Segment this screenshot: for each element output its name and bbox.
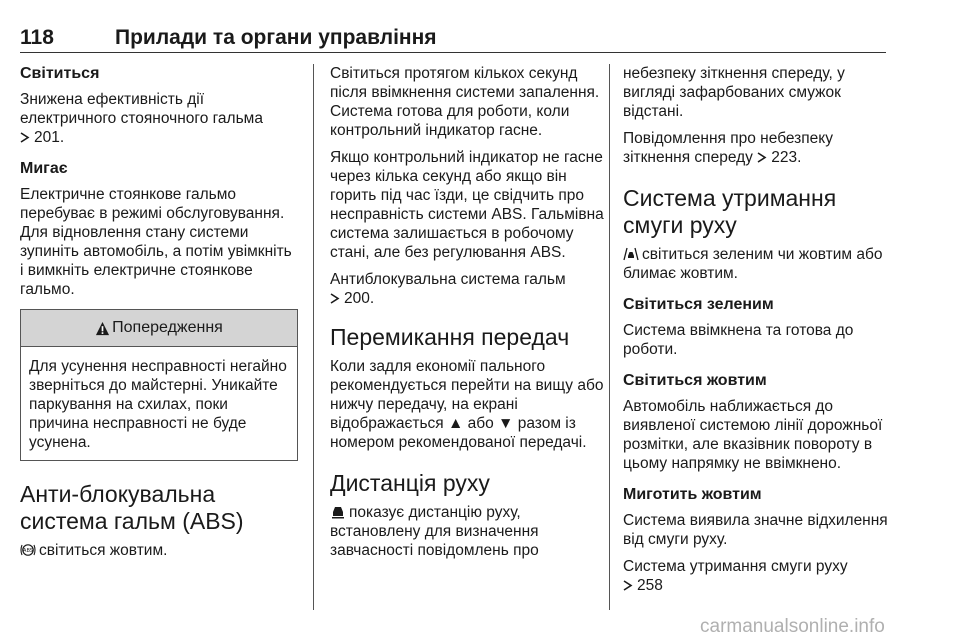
paragraph <box>623 557 888 595</box>
warning-label: Попередження <box>112 319 223 336</box>
page-ref[interactable]: 258 <box>637 577 663 594</box>
paragraph: Електричне стоянкове гальмо перебуває в режимі обслуговування. Для відновлення стану системи зупиніть автомобіль, а потім увімкніть і вимкніть електричне стоянкове гальмо. <box>20 186 292 298</box>
paragraph-text: Антиблокувальна система гальм <box>330 271 566 288</box>
header-rule <box>20 52 886 53</box>
paragraph <box>330 270 605 308</box>
warning-header <box>21 310 297 347</box>
paragraph: Автомобіль наближається до виявленої системою лінії дорожньої розмітки, але вказівник повороту в цьому напрямку не ввімкнено. <box>623 398 883 472</box>
page-number: 118 <box>20 26 54 49</box>
subheading: Миготить жовтим <box>623 486 762 503</box>
subheading: Світиться <box>20 65 100 82</box>
warning-box <box>20 309 298 461</box>
paragraph-text: світиться зеленим чи жовтим або блимає жовтим. <box>623 246 883 282</box>
paragraph: Світиться протягом кількох секунд після ввімкнення системи запалення. Система готова для роботи, коли контрольний індикатор гасне. <box>330 65 600 139</box>
page-ref[interactable]: 201. <box>34 129 65 146</box>
paragraph <box>20 90 298 147</box>
page-ref-arrow-icon <box>330 293 340 304</box>
paragraph-text: Повідомлення про небезпеку зіткнення спереду <box>623 130 833 166</box>
page-ref-arrow-icon <box>20 132 30 143</box>
page-ref-arrow-icon <box>757 152 767 163</box>
paragraph <box>330 503 605 560</box>
section-title: Анти-блокувальна система гальм (ABS) <box>20 481 244 534</box>
subheading: Світиться зеленим <box>623 296 774 313</box>
paragraph <box>20 541 298 560</box>
page-ref[interactable]: 200. <box>344 290 375 307</box>
page-ref-arrow-icon <box>623 580 633 591</box>
section-title: Перемикання передач <box>330 324 570 350</box>
paragraph <box>623 129 888 167</box>
subheading: Світиться жовтим <box>623 372 767 389</box>
paragraph: Коли задля економії пального рекомендується перейти на вищу або нижчу передачу, на екрані відображається ▲ або ▼ разом із номером рекомендованої передачі. <box>330 358 604 451</box>
paragraph: Система виявила значне відхилення від смуги руху. <box>623 512 888 548</box>
subheading: Мигає <box>20 160 68 177</box>
paragraph-text: показує дистанцію руху, встановлену для визначення завчасності повідомлень про <box>330 504 539 559</box>
paragraph <box>623 245 888 283</box>
paragraph: Якщо контрольний індикатор не гасне через кілька секунд або якщо він горить під час їзди, це свідчить про несправність системи ABS. Гальмівна система залишається в робочому стані, але без регулювання ABS. <box>330 149 604 261</box>
page-title: Прилади та органи управління <box>115 26 437 49</box>
paragraph-text: Система утримання смуги руху <box>623 558 848 575</box>
lane-keep-assist-icon <box>623 247 639 261</box>
svg-text:ABS: ABS <box>23 548 33 554</box>
column-3 <box>623 64 888 603</box>
column-2 <box>330 64 605 568</box>
warning-text: Для усунення несправності негайно зверніться до майстерні. Уникайте паркування на схилах, поки причина несправності не буде усунена. <box>29 358 287 451</box>
warning-triangle-icon <box>95 321 110 336</box>
section-title: Система утримання смуги руху <box>623 185 837 238</box>
column-1 <box>20 64 298 568</box>
paragraph: Система ввімкнена та готова до роботи. <box>623 322 854 358</box>
paragraph-text: Знижена ефективність дії електричного стояночного гальма <box>20 91 263 127</box>
page-ref[interactable]: 223. <box>771 149 802 166</box>
abs-icon <box>20 543 36 557</box>
paragraph-text: світиться жовтим. <box>39 542 168 559</box>
watermark: carmanualsonline.info <box>700 616 885 637</box>
column-divider <box>609 64 610 610</box>
following-distance-icon <box>330 505 346 519</box>
paragraph: небезпеку зіткнення спереду, у вигляді зафарбованих смужок відстані. <box>623 65 845 120</box>
column-divider <box>313 64 314 610</box>
section-title: Дистанція руху <box>330 470 490 496</box>
